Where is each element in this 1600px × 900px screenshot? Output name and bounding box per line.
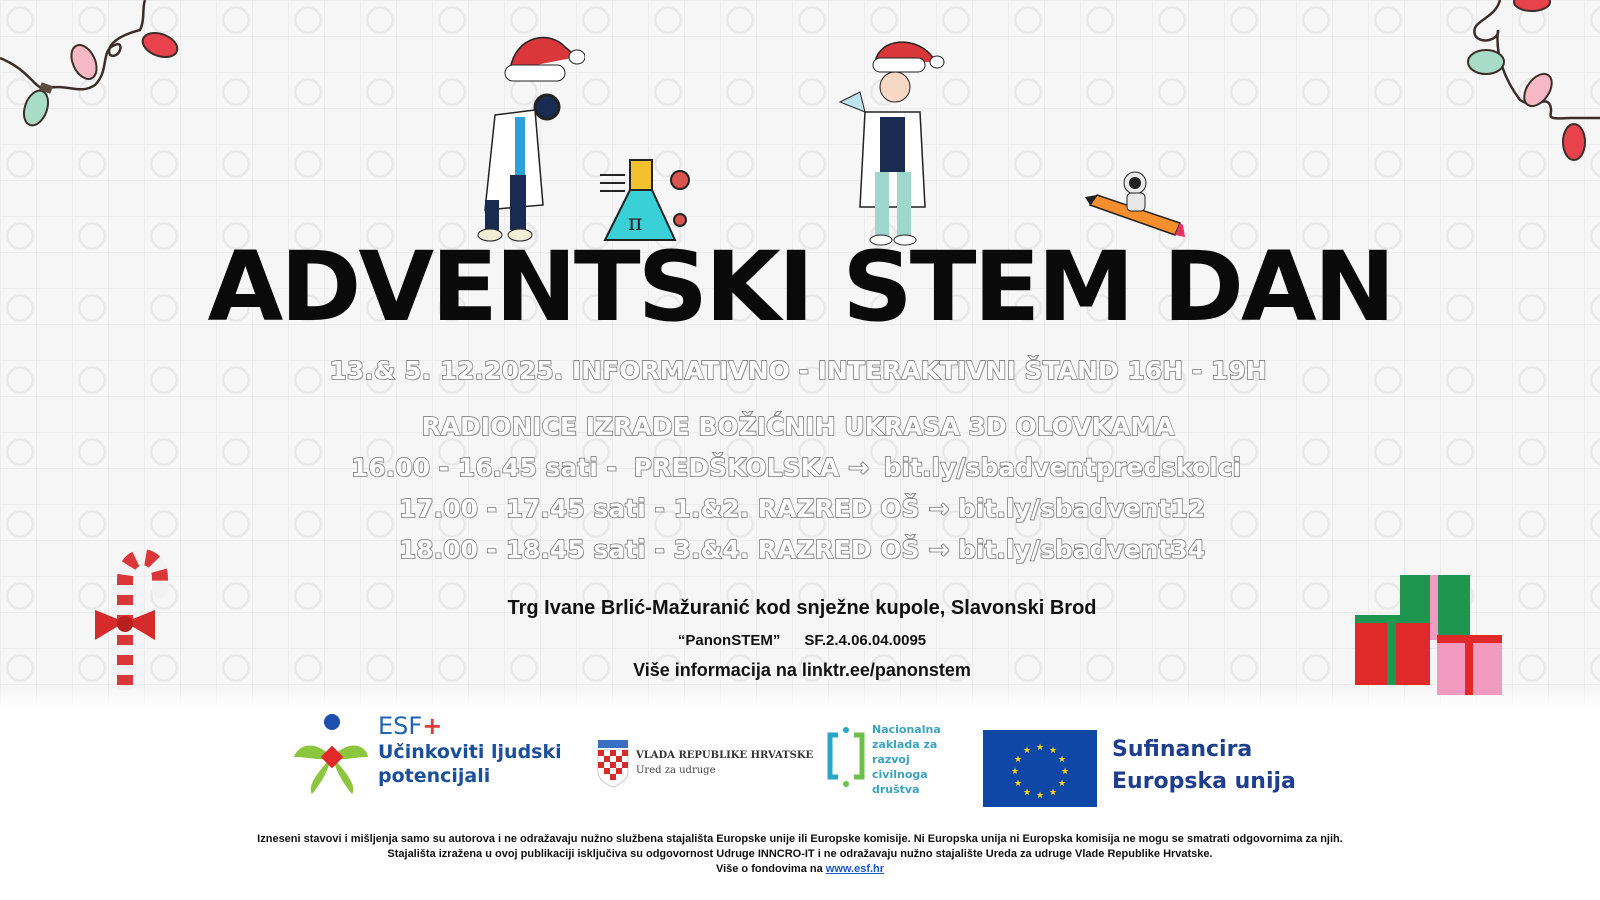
session-group: PREDŠKOLSKA bbox=[633, 453, 840, 482]
arrow-icon: → bbox=[928, 494, 950, 523]
christmas-lights-icon bbox=[0, 0, 200, 140]
svg-text:★: ★ bbox=[1013, 755, 1023, 765]
workshop-heading: RADIONICE IZRADE BOŽIĆNIH UKRASA 3D OLOVKAMA bbox=[421, 412, 1175, 441]
esf-plus: + bbox=[422, 712, 443, 740]
christmas-lights-icon bbox=[1420, 0, 1600, 170]
esf-line2: potencijali bbox=[378, 765, 491, 787]
svg-text:★: ★ bbox=[1048, 746, 1058, 756]
eu-flag-icon bbox=[983, 730, 1097, 807]
more-info-link[interactable]: Više informacija na linktr.ee/panonstem bbox=[633, 660, 971, 680]
svg-text:★: ★ bbox=[1035, 743, 1045, 753]
esf-website-link[interactable]: www.esf.hr bbox=[825, 863, 885, 875]
session-time: 18.00 - 18.45 sati - bbox=[398, 535, 665, 564]
vlada-logo bbox=[596, 740, 814, 790]
svg-text:★: ★ bbox=[1060, 767, 1070, 777]
esf-logo bbox=[292, 712, 572, 802]
esf-title: ESF bbox=[378, 712, 423, 740]
arrow-icon: → bbox=[928, 535, 950, 564]
svg-text:★: ★ bbox=[1013, 779, 1023, 789]
arrow-icon: → bbox=[847, 453, 869, 482]
session-row bbox=[2, 494, 1600, 523]
session-row bbox=[0, 453, 1596, 482]
location-text: Trg Ivane Brlić-Mažuranić kod snježne kupole, Slavonski Brod bbox=[507, 597, 1097, 619]
svg-text:★: ★ bbox=[1057, 755, 1067, 765]
disclaimer-line: Stajališta izražena u ovoj publikaciji isključiva su odgovornost Udruge INNCRO-IT i ne odražavaju nužno stajalište Ureda za udruge Vlade Republike Hrvatske. bbox=[387, 848, 1213, 860]
zaklada-line: civilnoga bbox=[872, 768, 928, 781]
esf-line1: Učinkoviti ljudski bbox=[378, 741, 562, 763]
eu-line2: Europska unija bbox=[1112, 769, 1296, 794]
vlada-line1: VLADA REPUBLIKE HRVATSKE bbox=[636, 750, 814, 761]
disclaimer-line bbox=[0, 862, 1600, 877]
session-link[interactable]: bit.ly/sbadventpredskolci bbox=[883, 453, 1242, 482]
svg-text:★: ★ bbox=[1057, 779, 1067, 789]
candy-cane-icon bbox=[85, 540, 175, 690]
svg-text:★: ★ bbox=[1048, 788, 1058, 798]
esf-flower-icon bbox=[292, 712, 370, 797]
vlada-line2: Ured za udruge bbox=[636, 765, 716, 776]
svg-text:★: ★ bbox=[1022, 788, 1032, 798]
eu-cofinanced-text bbox=[1112, 734, 1296, 798]
zaklada-line: Nacionalna bbox=[872, 723, 941, 736]
gift-boxes-icon bbox=[1355, 560, 1510, 695]
scientist-flask-santa-hat-icon bbox=[835, 32, 945, 247]
session-time: 16.00 - 16.45 sati - bbox=[350, 453, 617, 482]
disclaimer-line: Izneseni stavovi i mišljenja samo su autorova i ne odražavaju nužno službena stajališta Europske unije ili Europske komisije. Ni Europska unija ni Europska komisija ne mogu se smatrati odgovornima za njih. bbox=[257, 833, 1343, 845]
session-link[interactable]: bit.ly/sbadvent12 bbox=[957, 494, 1206, 523]
zaklada-line: zaklada za bbox=[872, 738, 938, 751]
session-time: 17.00 - 17.45 sati - bbox=[398, 494, 665, 523]
zaklada-line: društva bbox=[872, 783, 920, 796]
eu-line1: Sufinancira bbox=[1112, 737, 1253, 762]
zaklada-line: razvoj bbox=[872, 753, 910, 766]
date-line: 13.& 5. 12.2025. INFORMATIVNO - INTERAKTIVNI ŠTAND 16H - 19H bbox=[329, 356, 1267, 385]
project-name: “PanonSTEM” bbox=[677, 632, 781, 649]
scientist-magnifier-santa-hat-icon bbox=[465, 25, 585, 245]
svg-text:★: ★ bbox=[1035, 791, 1045, 801]
session-link[interactable]: bit.ly/sbadvent34 bbox=[957, 535, 1206, 564]
svg-text:π: π bbox=[628, 211, 643, 236]
croatian-coat-of-arms-icon bbox=[596, 740, 630, 788]
session-group: 1.&2. RAZRED OŠ bbox=[673, 494, 920, 523]
bracket-icon bbox=[826, 727, 866, 787]
session-group: 3.&4. RAZRED OŠ bbox=[673, 535, 920, 564]
page-title: ADVENTSKI STEM DAN bbox=[207, 231, 1393, 343]
fund-info-text: Više o fondovima na bbox=[715, 863, 826, 875]
svg-text:★: ★ bbox=[1010, 767, 1020, 777]
zaklada-logo bbox=[826, 722, 956, 812]
project-code: SF.2.4.06.04.0095 bbox=[804, 632, 927, 649]
svg-text:★: ★ bbox=[1022, 746, 1032, 756]
